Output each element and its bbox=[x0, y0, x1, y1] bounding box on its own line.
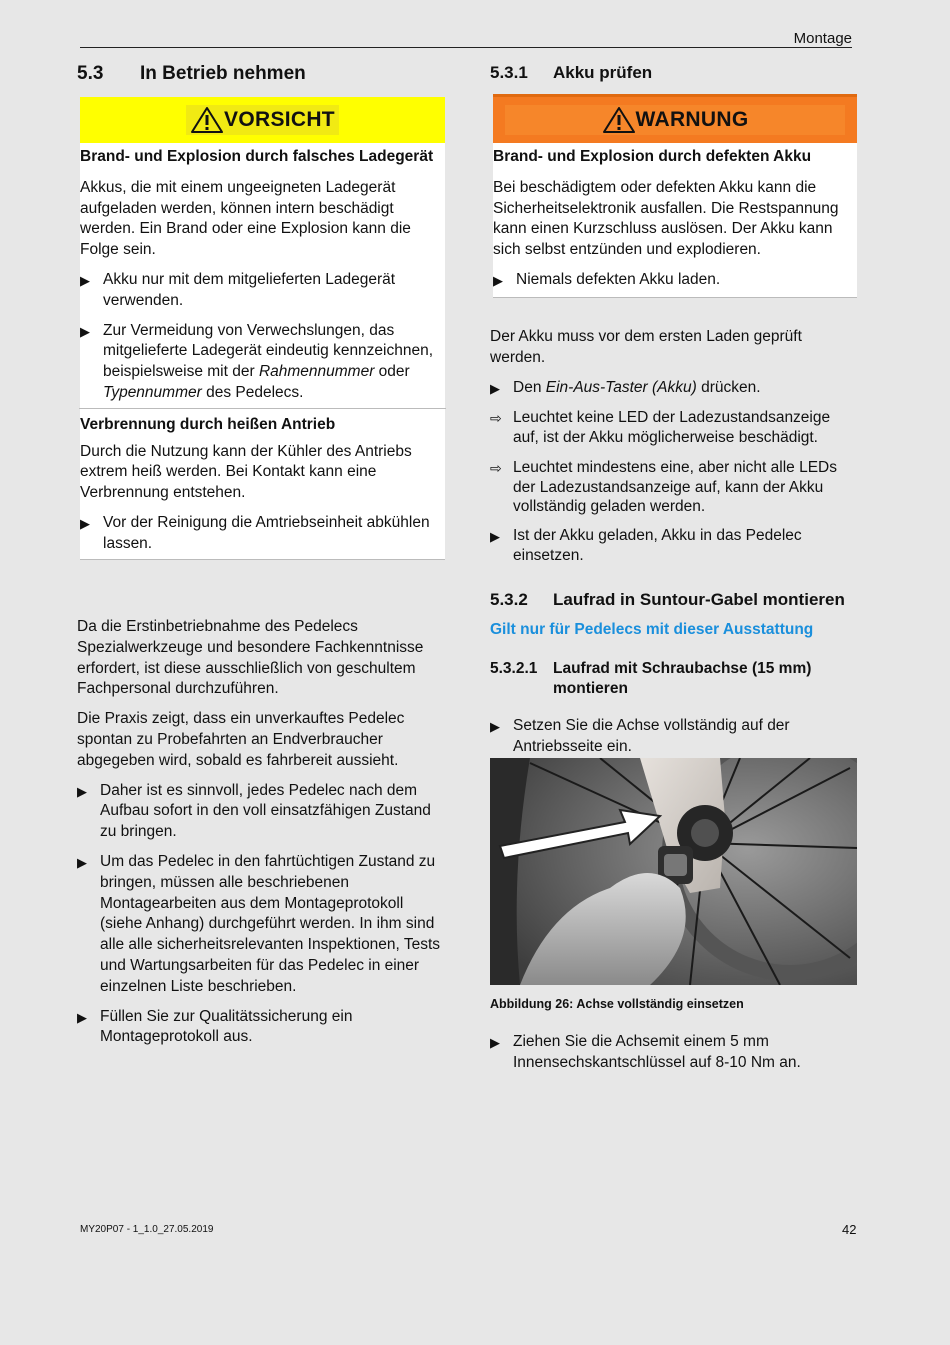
action-text: Vor der Reinigung die Amtriebseinheit abkühlen lassen. bbox=[103, 513, 430, 552]
action-text: Zur Vermeidung von Verwechslungen, das mitgelieferte Ladegerät eindeutig kennzeichnen, beispielsweise mit der Rahmennummer oder Typennummer des Pedelecs. bbox=[103, 321, 434, 401]
step-text: Um das Pedelec in den fahrtüchtigen Zustand zu bringen, müssen alle beschriebenen Montagearbeiten aus dem Montageprotokoll (siehe Anhang) durchgeführt werden. In ihm sind alle alle sicherheitsrelevanten Inspektionen, Tests und Wartungsarbeiten für das Pedelec in einer einzelnen Liste beschrieben. bbox=[100, 852, 441, 995]
section-title: Laufrad mit Schraubachse (15 mm) montieren bbox=[553, 660, 812, 697]
chapter-title: Montage bbox=[793, 30, 852, 47]
step-text: Ziehen Sie die Achsemit einem 5 mm Innensechskantschlüssel auf 8-10 Nm an. bbox=[513, 1033, 801, 1071]
figure-axle-photo bbox=[490, 758, 857, 985]
caution-signal-word: VORSICHT bbox=[224, 108, 335, 131]
action-text: Akku nur mit dem mitgelieferten Ladegerät verwenden. bbox=[103, 270, 396, 309]
hazard-title: Brand- und Explosion durch falsches Ladegerät bbox=[80, 148, 434, 165]
action-text: Niemals defekten Akku laden. bbox=[516, 270, 721, 288]
wheel-hub-photo bbox=[490, 758, 857, 985]
caution-signal-bar bbox=[80, 97, 445, 143]
hazard-text: Akkus, die mit einem ungeeigneten Ladegerät aufgeladen werden, können intern beschädigt werden. Ein Brand oder eine Explosion kann die Folge sein. bbox=[80, 178, 411, 259]
action-arrow-icon: ▶ bbox=[490, 528, 500, 544]
section-number: 5.3.2 bbox=[490, 590, 528, 609]
step-item bbox=[490, 1032, 857, 1074]
step-item bbox=[77, 852, 445, 998]
applies-note: Gilt nur für Pedelecs mit dieser Ausstattung bbox=[490, 621, 814, 638]
action-arrow-icon: ▶ bbox=[490, 380, 500, 396]
section-title: In Betrieb nehmen bbox=[140, 63, 306, 84]
action-arrow-icon: ▶ bbox=[80, 323, 90, 339]
result-item bbox=[490, 458, 857, 517]
action-item bbox=[80, 513, 445, 555]
result-arrow-icon: ⇨ bbox=[490, 409, 502, 426]
section-heading-5-3-2 bbox=[490, 590, 845, 610]
step-item bbox=[490, 378, 857, 399]
step-block bbox=[490, 716, 857, 758]
header-rule bbox=[80, 47, 852, 48]
action-arrow-icon: ▶ bbox=[80, 515, 90, 531]
action-arrow-icon: ▶ bbox=[490, 719, 500, 734]
warning-signal-bar bbox=[493, 94, 857, 143]
step-item bbox=[77, 1007, 445, 1049]
right-body bbox=[490, 327, 857, 567]
action-arrow-icon: ▶ bbox=[80, 272, 90, 288]
hazard-text: Bei beschädigtem oder defekten Akku kann die Sicherheitselektronik ausfallen. Die Restspannung kann einen Kurzschluss auslösen. Der Akku kann sich selbst entzünden und explodieren. bbox=[493, 178, 839, 259]
paragraph: Da die Erstinbetriebnahme des Pedelecs Spezialwerkzeuge und besondere Fachkenntnisse erfordert, ist diese ausschließlich von geschultem Fachpersonal durchzuführen. bbox=[77, 618, 424, 698]
result-text: Leuchtet keine LED der Ladezustandsanzeige auf, ist der Akku möglicherweise beschädigt. bbox=[513, 408, 831, 447]
section-number: 5.3.1 bbox=[490, 63, 528, 82]
figure-caption: Abbildung 26: Achse vollständig einsetzen bbox=[490, 997, 744, 1011]
footer-doc-id: MY20P07 - 1_1.0_27.05.2019 bbox=[80, 1224, 214, 1235]
hazard-text: Durch die Nutzung kann der Kühler des Antriebs extrem heiß werden. Bei Kontakt kann eine Verbrennung entstehen. bbox=[80, 442, 412, 502]
section-heading-5-3 bbox=[77, 63, 306, 85]
action-arrow-icon: ▶ bbox=[490, 1035, 500, 1050]
section-number: 5.3 bbox=[77, 63, 104, 84]
warning-triangle-icon bbox=[190, 106, 224, 134]
step-item bbox=[490, 716, 857, 758]
result-text: Leuchtet mindestens eine, aber nicht alle LEDs der Ladezustandsanzeige auf, kann der Akku vollständig geladen werden. bbox=[513, 459, 837, 516]
section-number: 5.3.2.1 bbox=[490, 660, 538, 677]
action-item bbox=[80, 270, 445, 312]
action-arrow-icon: ▶ bbox=[77, 854, 87, 870]
step-text: Den Ein-Aus-Taster (Akku) drücken. bbox=[513, 378, 761, 396]
action-arrow-icon: ▶ bbox=[77, 1009, 87, 1025]
paragraph: Die Praxis zeigt, dass ein unverkauftes Pedelec spontan zu Probefahrten an Endverbraucher abgegeben wird, sobald es fahrbereit aussieht. bbox=[77, 710, 405, 769]
section-heading-5-3-1 bbox=[490, 63, 652, 83]
step-item bbox=[490, 526, 857, 568]
hazard-title: Verbrennung durch heißen Antrieb bbox=[80, 415, 336, 433]
divider bbox=[79, 408, 446, 409]
action-item bbox=[80, 321, 445, 404]
step-text: Setzen Sie die Achse vollständig auf der Antriebsseite ein. bbox=[513, 717, 790, 755]
warning-signal-word: WARNUNG bbox=[635, 108, 749, 131]
step-item bbox=[77, 781, 445, 843]
hazard-title: Brand- und Explosion durch defekten Akku bbox=[493, 148, 812, 165]
step-text: Füllen Sie zur Qualitätssicherung ein Montageprotokoll aus. bbox=[100, 1007, 353, 1046]
action-arrow-icon: ▶ bbox=[77, 783, 87, 799]
paragraph: Der Akku muss vor dem ersten Laden geprüft werden. bbox=[490, 328, 802, 366]
action-item bbox=[493, 270, 857, 291]
section-title: Laufrad in Suntour-Gabel montieren bbox=[553, 590, 845, 609]
section-title: Akku prüfen bbox=[553, 63, 653, 82]
step-block bbox=[490, 1032, 857, 1074]
warning-triangle-icon bbox=[602, 106, 636, 134]
action-arrow-icon: ▶ bbox=[493, 272, 503, 288]
section-heading-5-3-2-1 bbox=[490, 659, 843, 699]
warning-box bbox=[493, 94, 857, 298]
caution-box bbox=[80, 97, 445, 560]
result-arrow-icon: ⇨ bbox=[490, 460, 502, 477]
step-text: Daher ist es sinnvoll, jedes Pedelec nach dem Aufbau sofort in den voll einsatzfähigen Zustand zu bringen. bbox=[100, 781, 431, 841]
page-number: 42 bbox=[842, 1222, 857, 1237]
result-item bbox=[490, 408, 857, 450]
left-body bbox=[77, 617, 445, 1048]
step-text: Ist der Akku geladen, Akku in das Pedelec einsetzen. bbox=[513, 526, 802, 565]
